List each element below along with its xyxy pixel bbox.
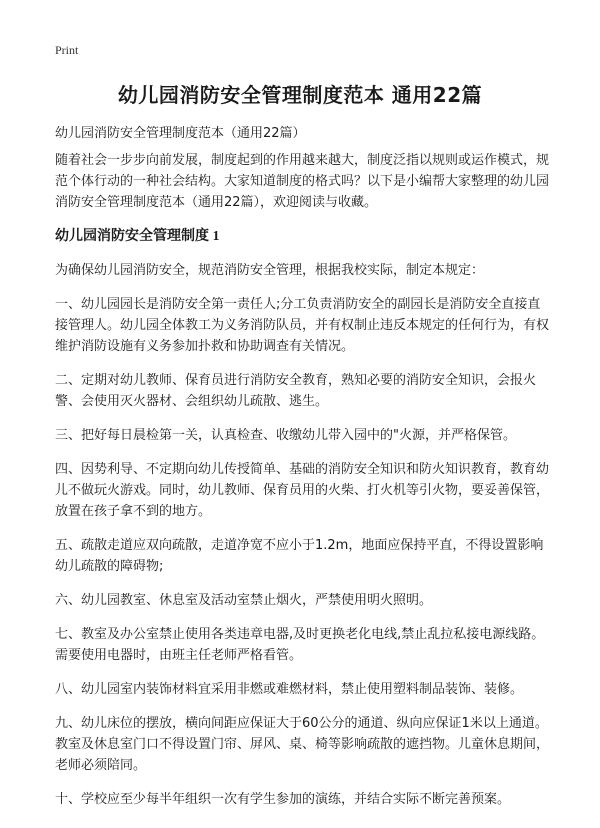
paragraph: 七、教室及办公室禁止使用各类违章电器,及时更换老化电线,禁止乱拉私接电源线路。需要使用电器时，由班主任老师严格看管。: [55, 627, 545, 663]
intro-paragraph: 随着社会一步步向前发展，制度起到的作用越来越大，制度泛指以规则或运作模式，规范个体行动的一种社会结构。大家知道制度的格式吗？以下是小编帮大家整理的幼儿园消防安全管理制度范本（通用22篇），欢迎阅读与收藏。: [55, 153, 550, 210]
page-title: 幼儿园消防安全管理制度范本 通用22篇: [117, 83, 483, 107]
paragraph: 二、定期对幼儿教师、保育员进行消防安全教育，熟知必要的消防安全知识，会报火警、会使用灭火器材、会组织幼儿疏散、逃生。: [55, 373, 537, 409]
paragraph: 八、幼儿园室内装饰材料宜采用非燃或难燃材料，禁止使用塑料制品装饰、装修。: [55, 682, 524, 697]
paragraph: 三、把好每日晨检第一关，认真检查、收缴幼儿带入园中的"火源，并严格保管。: [55, 428, 516, 443]
paragraph: 一、幼儿园园长是消防安全第一责任人;分工负责消防安全的副园长是消防安全直接直接管理人。幼儿园全体教工为义务消防队员，并有权制止违反本规定的任何行为，有权维护消防设施有义务参加扑救和协助调查有关情况。: [55, 297, 550, 354]
paragraph: 九、幼儿床位的摆放，横向间距应保证大于60公分的通道、纵向应保证1米以上通道。教室及休息室门口不得设置门帘、屏风、桌、椅等影响疏散的遮挡物。儿童休息期间，老师必须陪同。: [55, 716, 550, 773]
paragraph: 六、幼儿园教室、休息室及活动室禁止烟火，严禁使用明火照明。: [55, 593, 433, 608]
section-heading: 幼儿园消防安全管理制度 1: [55, 229, 220, 244]
document-body: [55, 150, 552, 823]
print-link[interactable]: Print: [55, 43, 79, 57]
paragraph: 为确保幼儿园消防安全，规范消防安全管理，根据我校实际，制定本规定：: [55, 263, 485, 278]
paragraph: 十、学校应至少每半年组织一次有学生参加的演练，并结合实际不断完善预案。: [55, 792, 511, 807]
document-subtitle: 幼儿园消防安全管理制度范本（通用22篇）: [55, 126, 306, 141]
paragraph: 五、疏散走道应双向疏散，走道净宽不应小于1.2m，地面应保持平直，不得设置影响幼儿疏散的障碍物;: [55, 538, 544, 574]
paragraph: 四、因势利导、不定期向幼儿传授简单、基础的消防安全知识和防火知识教育，教育幼儿不做玩火游戏。同时，幼儿教师、保育员用的火柴、打火机等引火物，要妥善保管，放置在孩子拿不到的地方。: [55, 462, 550, 519]
